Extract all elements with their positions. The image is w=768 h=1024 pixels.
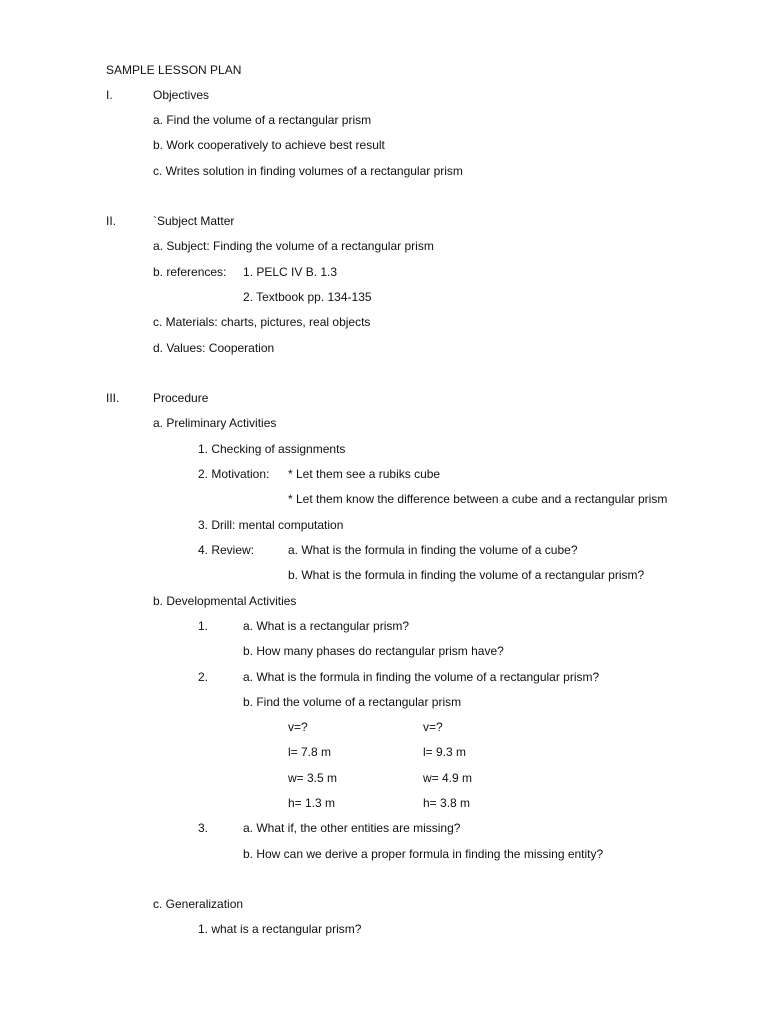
subject-line: a. Subject: Finding the volume of a rectangular prism [153,239,434,253]
document-title: SAMPLE LESSON PLAN [106,63,242,77]
checking-line: 1. Checking of assignments [198,442,346,456]
motivation-item-1: * Let them see a rubiks cube [288,467,441,481]
objective-a: a. Find the volume of a rectangular prism [153,113,372,127]
section-3-heading: Procedure [153,391,209,405]
problem-2-w: w= 4.9 m [423,771,473,785]
section-2-numeral: II. [106,214,117,228]
reference-1: 1. PELC IV B. 1.3 [243,265,338,279]
section-1-numeral: I. [106,88,113,102]
generalization-item-1: 1. what is a rectangular prism? [198,922,362,936]
dev-item-1a: a. What is a rectangular prism? [243,619,410,633]
review-label: 4. Review: [198,543,255,557]
review-item-a: a. What is the formula in finding the volume of a cube? [288,543,578,557]
preliminary-heading: a. Preliminary Activities [153,416,277,430]
reference-2: 2. Textbook pp. 134-135 [243,290,372,304]
review-item-b: b. What is the formula in finding the volume of a rectangular prism? [288,568,645,582]
dev-item-3b: b. How can we derive a proper formula in finding the missing entity? [243,847,604,861]
section-3-numeral: III. [106,391,120,405]
problem-2-h: h= 3.8 m [423,796,471,810]
dev-item-2a: a. What is the formula in finding the volume of a rectangular prism? [243,670,600,684]
dev-item-3-number: 3. [198,821,209,835]
motivation-label: 2. Motivation: [198,467,270,481]
objective-c: c. Writes solution in finding volumes of a rectangular prism [153,164,463,178]
objective-b: b. Work cooperatively to achieve best result [153,138,385,152]
dev-item-1-number: 1. [198,619,209,633]
references-label: b. references: [153,265,227,279]
problem-1-l: l= 7.8 m [288,745,332,759]
dev-item-1b: b. How many phases do rectangular prism have? [243,644,504,658]
drill-line: 3. Drill: mental computation [198,518,344,532]
section-2-heading: `Subject Matter [153,214,235,228]
values-line: d. Values: Cooperation [153,341,275,355]
dev-item-2b: b. Find the volume of a rectangular prism [243,695,462,709]
developmental-heading: b. Developmental Activities [153,594,297,608]
problem-1-v: v=? [288,720,308,734]
problem-1-w: w= 3.5 m [288,771,338,785]
problem-1-h: h= 1.3 m [288,796,336,810]
section-1-heading: Objectives [153,88,210,102]
dev-item-3a: a. What if, the other entities are missing? [243,821,461,835]
dev-item-2-number: 2. [198,670,209,684]
motivation-item-2: * Let them know the difference between a cube and a rectangular prism [288,492,668,506]
problem-2-v: v=? [423,720,443,734]
problem-2-l: l= 9.3 m [423,745,467,759]
generalization-heading: c. Generalization [153,897,244,911]
materials-line: c. Materials: charts, pictures, real objects [153,315,371,329]
